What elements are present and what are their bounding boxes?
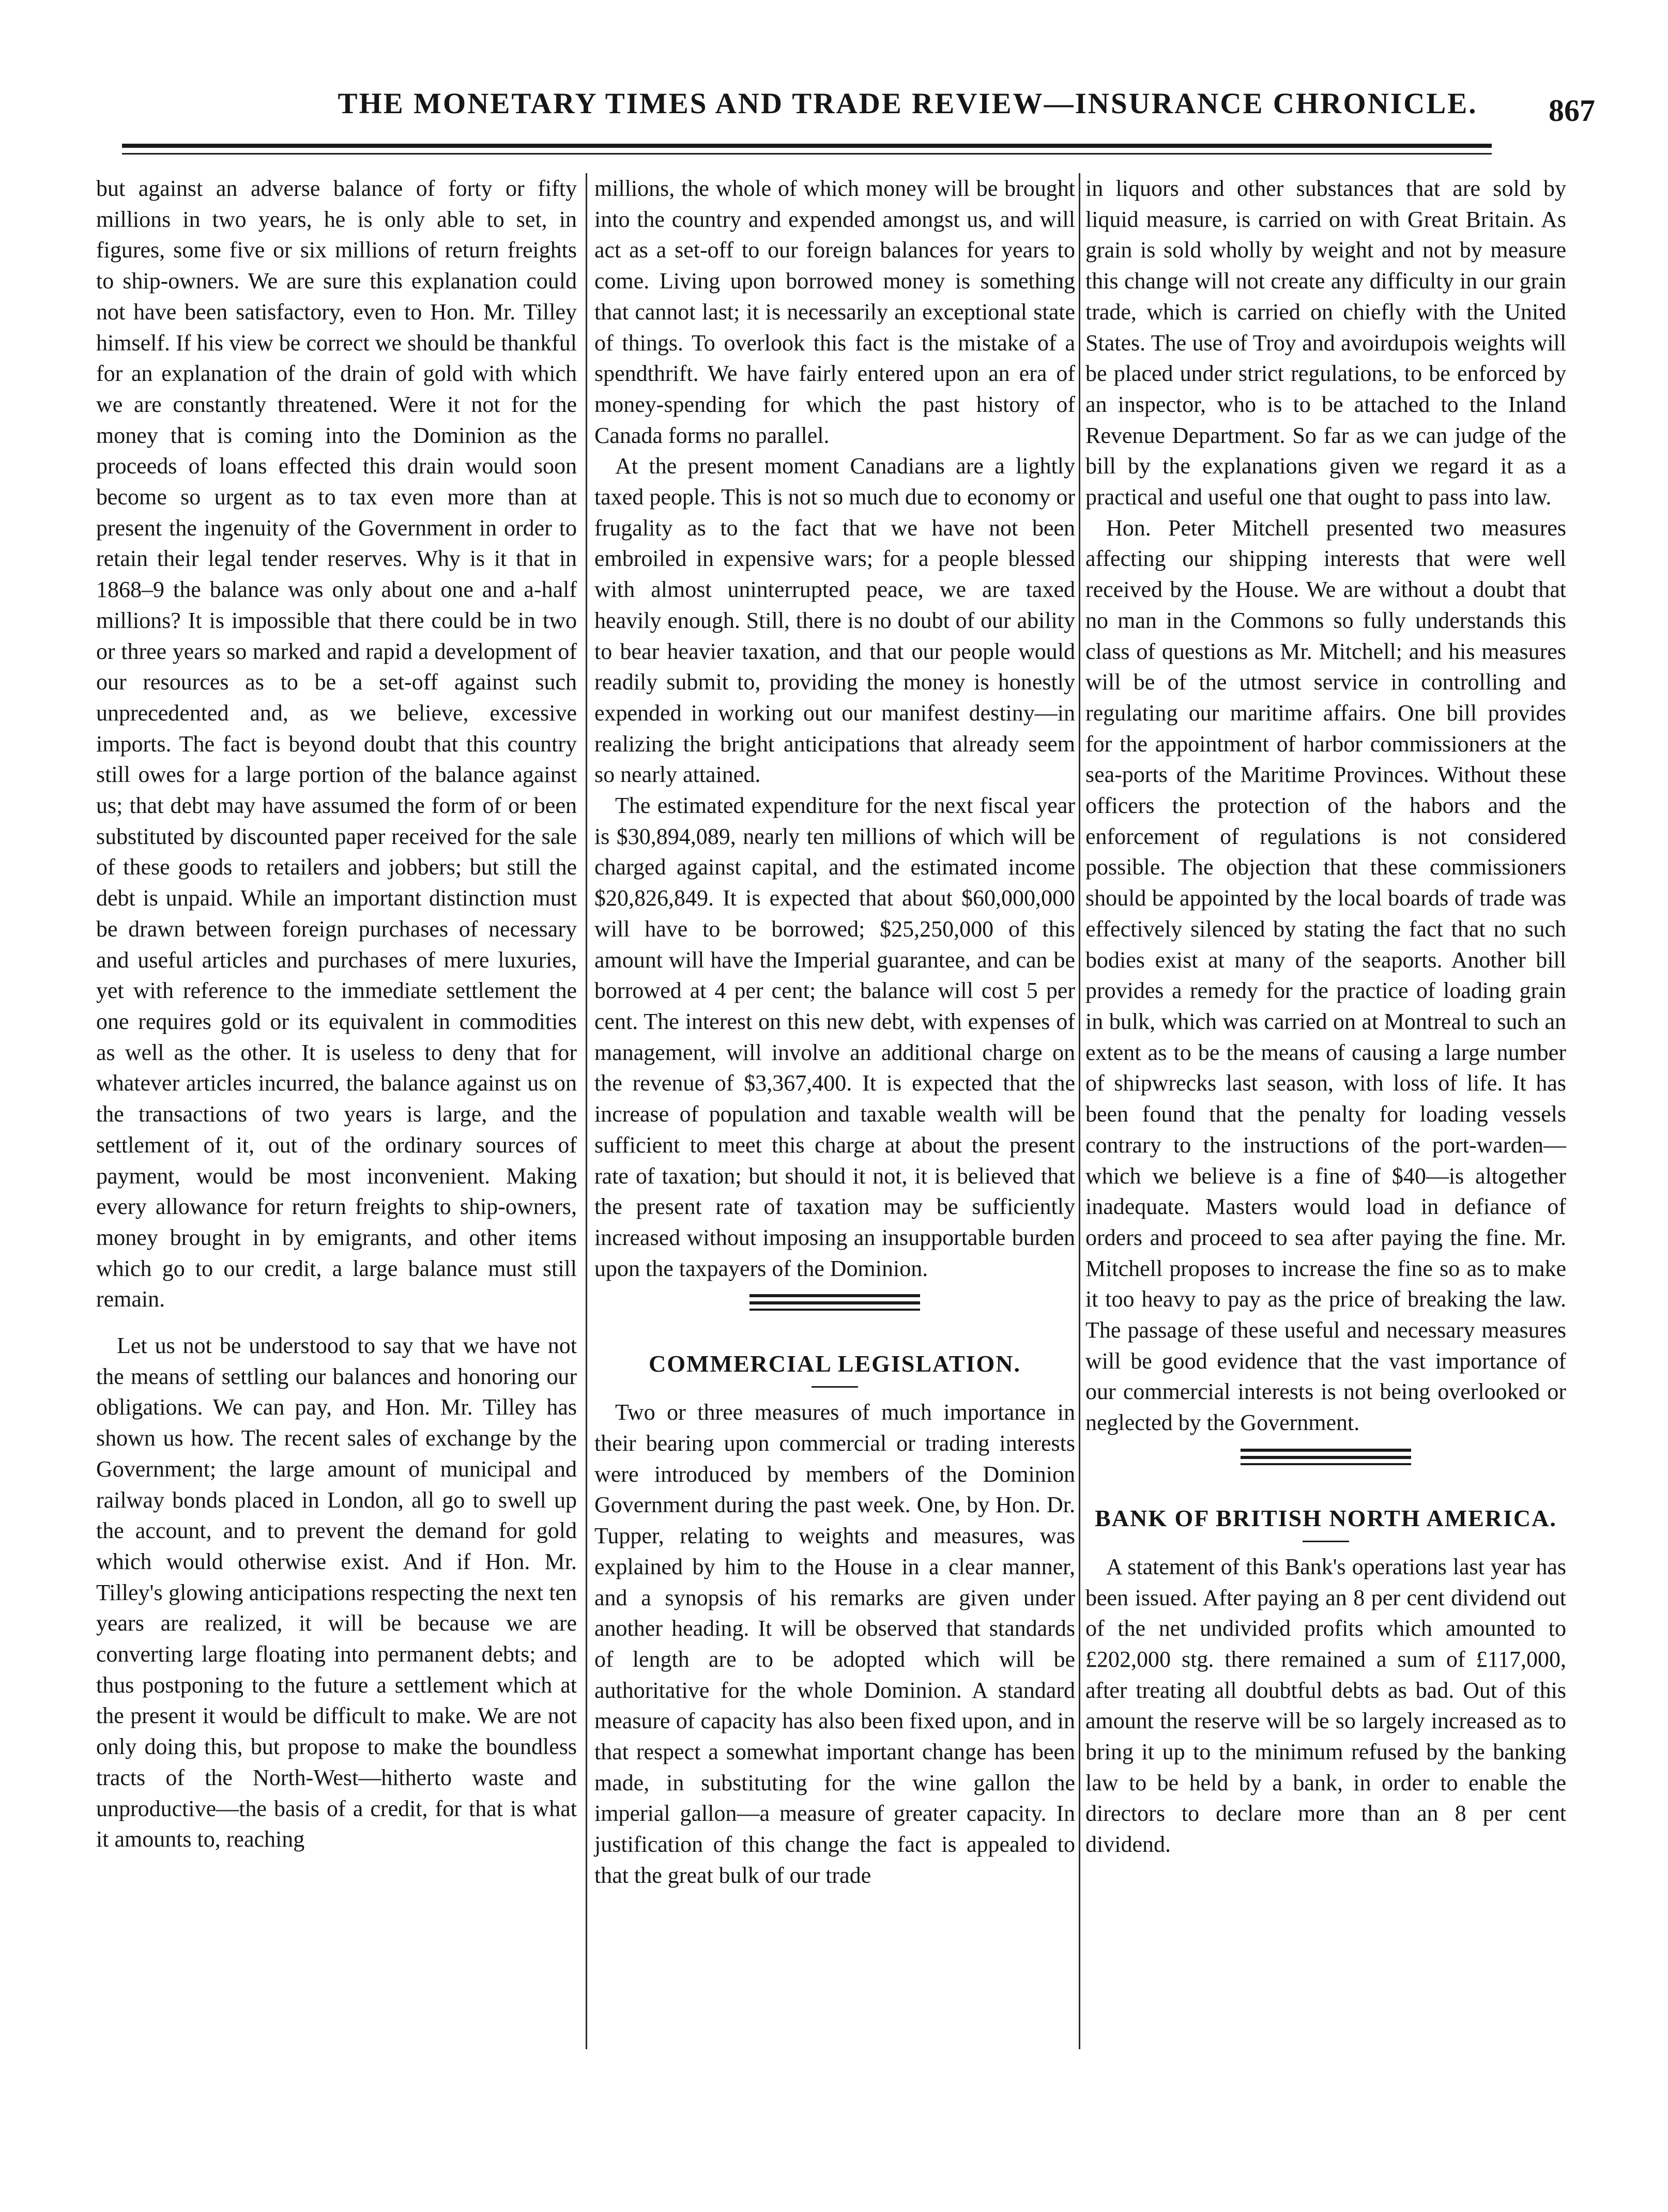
section-heading: BANK OF BRITISH NORTH AMERICA. (1095, 1504, 1557, 1531)
column-3 (1085, 173, 1566, 1860)
heading-dash (812, 1386, 858, 1388)
page-header (122, 87, 1595, 139)
article-paragraph: Two or three measures of much importance in their bearing upon commercial or trading interests were introduced by members of the Dominion Government during the past week. One, by Hon. Dr. Tupper, relating to weights and measures, was explained by him to the House in a clear manner, and a synopsis of his remarks are given under another heading. It will be observed that standards of length are to be adopted which will be authoritative for the whole Dominion. A standard measure of capacity has also been fixed upon, and in that respect a somewhat important change has been made, in substituting for the wine gallon the imperial gallon—a measure of greater capacity. In justification of this change the fact is appealed to that the great bulk of our trade (594, 1400, 1075, 1888)
section-divider (1085, 1438, 1566, 1500)
header-rule-thin (122, 153, 1492, 155)
running-title: THE MONETARY TIMES AND TRADE REVIEW—INSURANCE CHRONICLE. (338, 87, 1478, 120)
article-paragraph: millions, the whole of which money will be brought into the country and expended amongst us, and will act as a set-off to our foreign balances for years to come. Living upon borrowed money is something that cannot last; it is necessarily an exceptional state of things. To overlook this fact is the mistake of a spendthrift. We have fairly entered upon an era of money-spending for which the past history of Canada forms no parallel. (594, 176, 1075, 448)
section-divider (594, 1284, 1075, 1346)
page-number: 867 (1549, 94, 1595, 128)
article-paragraph: but against an adverse balance of forty or fifty millions in two years, he is only able to set, in figures, some five or six millions of return freights to ship-owners. We are sure this explanation could not have been satisfactory, even to Hon. Mr. Tilley himself. If his view be correct we should be thankful for an explanation of the drain of gold with which we are constantly threatened. Were it not for the money that is coming into the Dominion as the proceeds of loans effected this drain would soon become so urgent as to tax even more than at present the ingenuity of the Government in order to retain their legal tender reserves. Why is it that in 1868–9 the balance was only about one and a-half millions? It is impossible that there could be in two or three years so marked and rapid a development of our resources as to be a set-off against such unprecedented and, as we believe, excessive imports. The fact is beyond doubt that this country still owes for a large portion of the balance against us; that debt may have assumed the form of or been substituted by discounted paper received for the sale of these goods to retailers and jobbers; but still the debt is unpaid. While an important distinction must be drawn between foreign purchases of necessary and useful articles and purchases of mere luxuries, yet with reference to the immediate settlement the one requires gold or its equivalent in commodities as well as the other. It is useless to deny that for whatever articles incurred, the balance against us on the transactions of two years is large, and the settlement of it, out of the ordinary sources of payment, would be most inconvenient. Making every allowance for return freights to ship-owners, money brought in by emigrants, and other items which go to our credit, a large balance must still remain. (96, 176, 577, 1312)
heading-dash (1303, 1541, 1349, 1542)
article-paragraph: At the present moment Canadians are a lightly taxed people. This is not so much due to economy or frugality as to the fact that we have not been embroiled in expensive wars; for a people blessed with almost uninterrupted peace, we are taxed heavily enough. Still, there is no doubt of our ability to bear heavier taxation, and that our people would readily submit to, providing the money is honestly expended in working out our manifest destiny—in realizing the bright anticipations that already seem so nearly attained. (594, 453, 1075, 788)
section-heading: COMMERCIAL LEGISLATION. (649, 1350, 1021, 1377)
article-paragraph: A statement of this Bank's operations last year has been issued. After paying an 8 per cent dividend out of the net undivided profits which amounted to £202,000 stg. there remained a sum of £117,000, after treating all doubtful debts as bad. Out of this amount the reserve will be so largely increased as to bring it up to the minimum refused by the banking law to be held by a bank, in order to enable the directors to declare more than an 8 per cent dividend. (1085, 1554, 1566, 1857)
column-divider (1079, 173, 1080, 2049)
article-paragraph: in liquors and other substances that are sold by liquid measure, is carried on with Great Britain. As grain is sold wholly by weight and not by measure this change will not create any difficulty in our grain trade, which is carried on chiefly with the United States. The use of Troy and avoirdupois weights will be placed under strict regulations, to be enforced by an inspector, who is to be attached to the Inland Revenue Department. So far as we can judge of the bill by the explanations given we regard it as a practical and useful one that ought to pass into law. (1085, 176, 1566, 510)
article-paragraph: Hon. Peter Mitchell presented two measures affecting our shipping interests that were well received by the House. We are without a doubt that no man in the Commons so fully understands this class of questions as Mr. Mitchell; and his measures will be of the utmost service in controlling and regulating our maritime affairs. One bill provides for the appointment of harbor commissioners at the sea-ports of the Maritime Provinces. Without these officers the protection of the habors and the enforcement of regulations is not considered possible. The objection that these commissioners should be appointed by the local boards of trade was effectively silenced by stating the fact that no such bodies exist at many of the seaports. Another bill provides a remedy for the practice of loading grain in bulk, which was carried on at Montreal to such an extent as to be the means of causing a large number of shipwrecks last season, with loss of life. It has been found that the penalty for loading vessels contrary to the instructions of the port-warden—which we believe is a fine of $40—is altogether inadequate. Masters would load in defiance of orders and proceed to sea after paying the fine. Mr. Mitchell proposes to increase the fine so as to make it too heavy to pay as the price of breaking the law. The passage of these useful and necessary measures will be good evidence that the vast importance of our commercial interests is not being overlooked or neglected by the Government. (1085, 515, 1566, 1436)
article-paragraph: The estimated expenditure for the next fiscal year is $30,894,089, nearly ten millions of which will be charged against capital, and the estimated income $20,826,849. It is expected that about $60,000,000 will have to be borrowed; $25,250,000 of this amount will have the Imperial guarantee, and can be borrowed at 4 per cent; the balance will cost 5 per cent. The interest on this new debt, with expenses of management, will involve an additional charge on the revenue of $3,367,400. It is expected that the increase of population and taxable wealth will be sufficient to meet this charge at about the present rate of taxation; but should it not, it is believed that the present rate of taxation may be sufficiently increased without imposing an insupportable burden upon the taxpayers of the Dominion. (594, 793, 1075, 1281)
column-1 (96, 173, 577, 1855)
article-paragraph: Let us not be understood to say that we have not the means of settling our balances and honoring our obligations. We can pay, and Hon. Mr. Tilley has shown us how. The recent sales of exchange by the Government; the large amount of municipal and railway bonds placed in London, all go to swell up the account, and to prevent the demand for gold which would otherwise exist. And if Hon. Mr. Tilley's glowing anticipations respecting the next ten years are realized, it will be because we are converting large floating into permanent debts; and thus postponing to the future a settlement which at the present it would be difficult to make. We are not only doing this, but propose to make the boundless tracts of the North-West—hitherto waste and unproductive—the basis of a credit, for that is what it amounts to, reaching (96, 1333, 577, 1852)
column-2 (594, 173, 1075, 1891)
column-divider (586, 173, 587, 2049)
header-rule (122, 144, 1492, 148)
